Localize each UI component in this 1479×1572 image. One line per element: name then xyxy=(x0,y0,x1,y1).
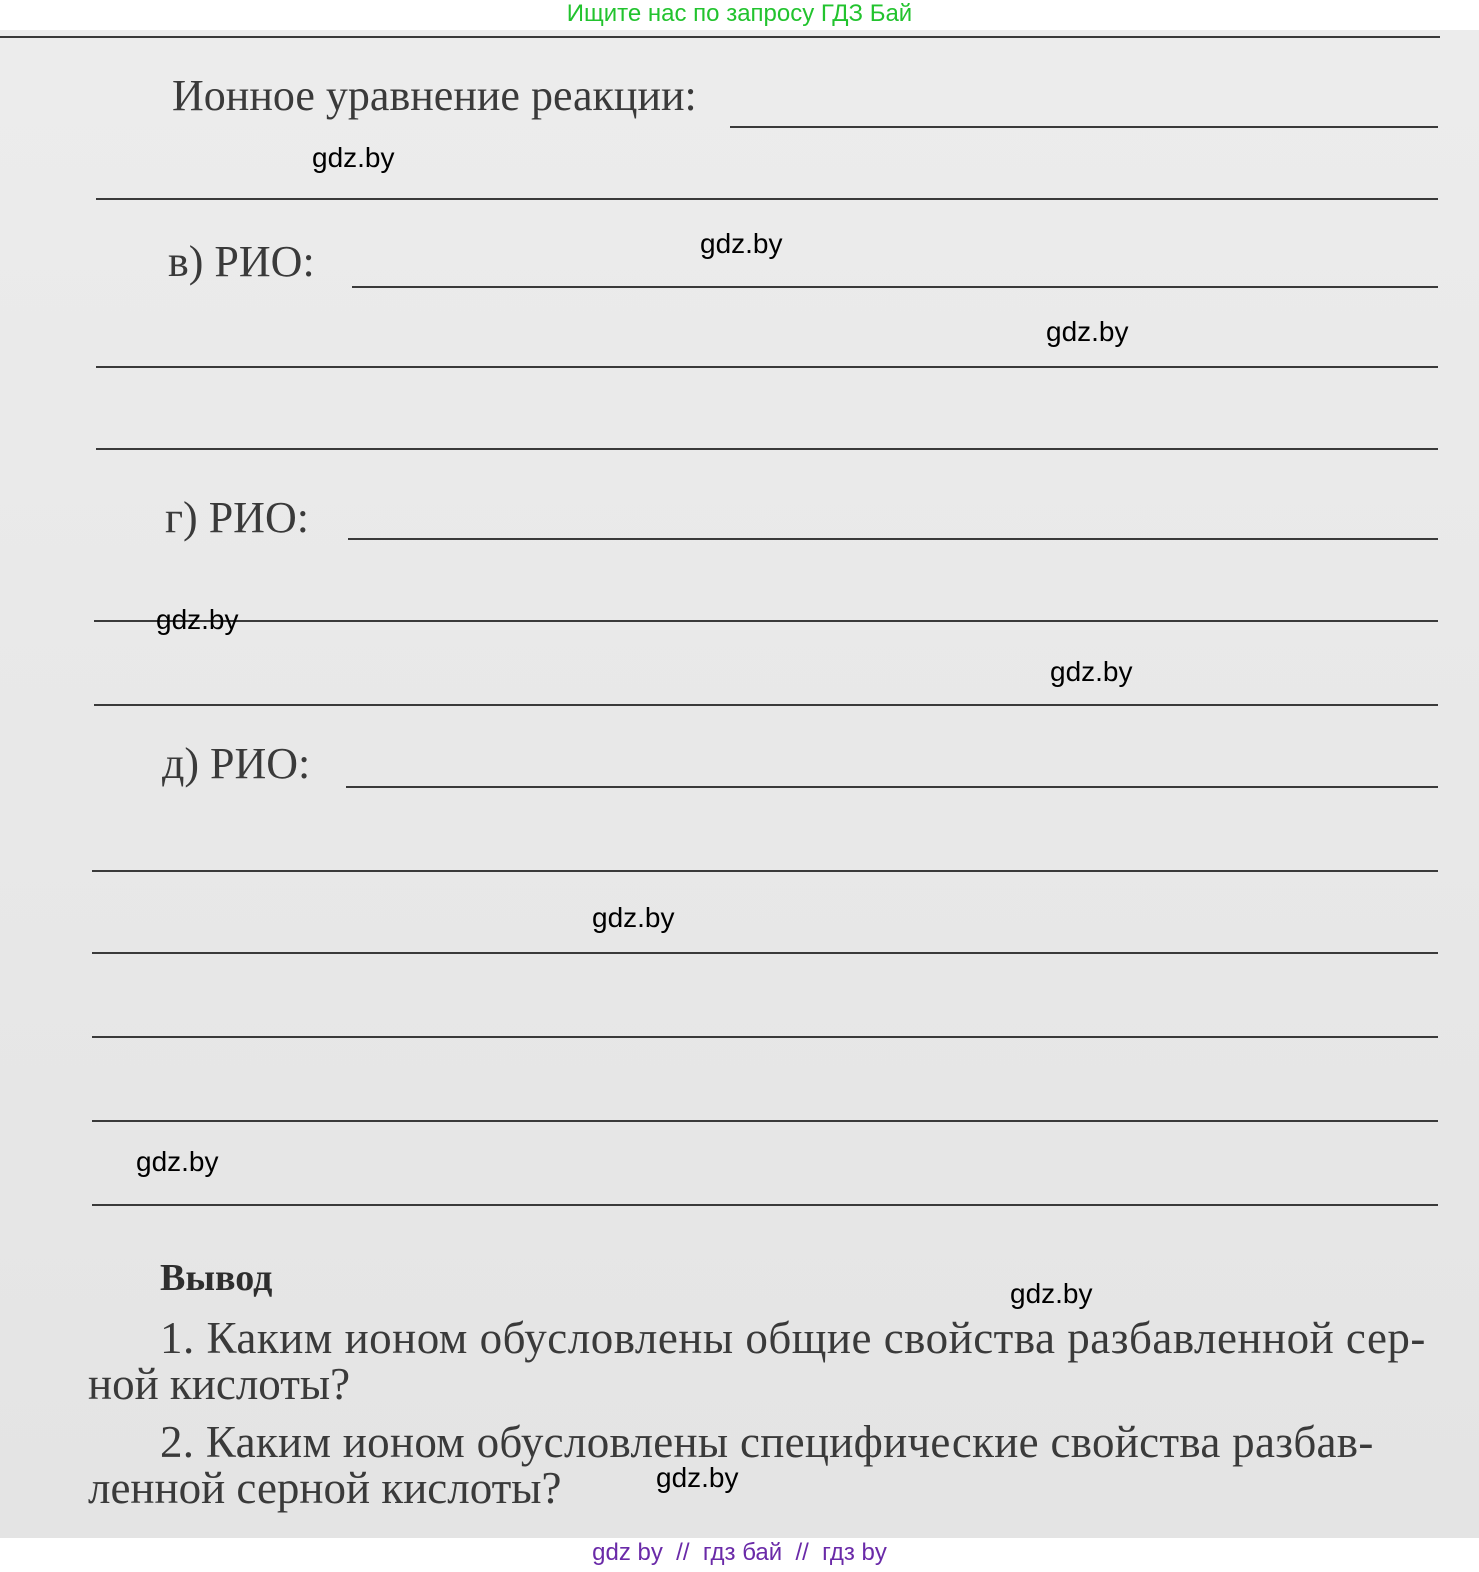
watermark: gdz.by xyxy=(1046,316,1129,347)
answer-line[interactable] xyxy=(96,366,1438,368)
answer-line[interactable] xyxy=(92,870,1438,872)
item-v-label: в) РИО: xyxy=(168,237,315,286)
question-2-line-2: ленной серной кислоты? xyxy=(88,1463,562,1513)
answer-line[interactable] xyxy=(348,538,1438,540)
watermark: gdz.by xyxy=(136,1146,219,1177)
answer-line[interactable] xyxy=(92,1120,1438,1122)
answer-line[interactable] xyxy=(94,620,1438,622)
answer-line[interactable] xyxy=(94,704,1438,706)
ionic-equation-label: Ионное уравнение реакции: xyxy=(172,71,697,120)
answer-line[interactable] xyxy=(92,1036,1438,1038)
question-2-line-1: 2. Каким ионом обусловлены специфические свойства разбав- xyxy=(160,1417,1374,1467)
watermark: gdz.by xyxy=(156,604,239,635)
worksheet-page xyxy=(0,30,1479,1538)
watermark: gdz.by xyxy=(700,228,783,259)
answer-line xyxy=(0,36,1440,38)
answer-line[interactable] xyxy=(346,786,1438,788)
header-banner-text: Ищите нас по запросу ГДЗ Бай xyxy=(566,0,913,27)
watermark: gdz.by xyxy=(1010,1278,1093,1309)
question-1-line-1: 1. Каким ионом обусловлены общие свойства разбавленной сер- xyxy=(160,1313,1426,1363)
conclusion-heading: Вывод xyxy=(160,1257,273,1299)
question-1-line-2: ной кислоты? xyxy=(88,1359,351,1409)
answer-line[interactable] xyxy=(730,126,1438,128)
answer-line[interactable] xyxy=(96,448,1438,450)
answer-line[interactable] xyxy=(92,1204,1438,1206)
item-d-label: д) РИО: xyxy=(162,739,311,788)
answer-line[interactable] xyxy=(352,286,1438,288)
footer-banner-text: gdz by // гдз бай // гдз by xyxy=(592,1539,887,1566)
watermark: gdz.by xyxy=(592,902,675,933)
header-banner xyxy=(0,0,1479,30)
watermark: gdz.by xyxy=(1050,656,1133,687)
watermark: gdz.by xyxy=(312,142,395,173)
answer-line[interactable] xyxy=(92,952,1438,954)
footer-banner xyxy=(0,1538,1479,1572)
item-g-label: г) РИО: xyxy=(165,493,309,542)
answer-line[interactable] xyxy=(96,198,1438,200)
watermark: gdz.by xyxy=(656,1462,739,1493)
